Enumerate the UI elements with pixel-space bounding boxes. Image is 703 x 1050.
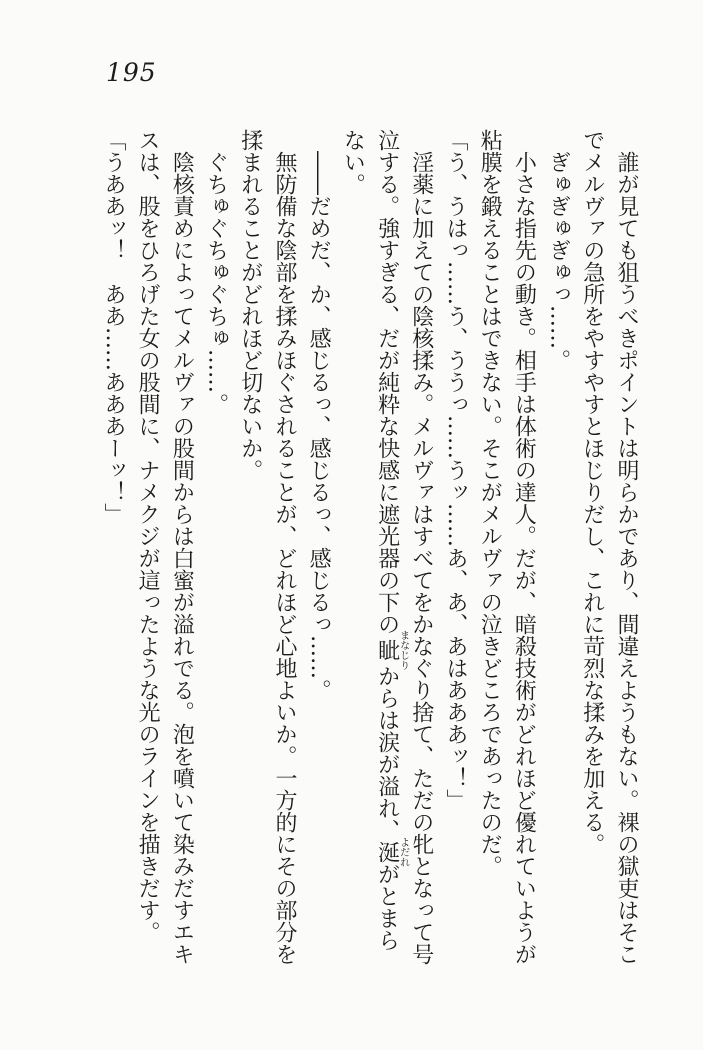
paragraph: ぎゅぎゅぎゅっ……。 (545, 151, 571, 371)
page-number: 195 (106, 58, 157, 87)
paragraph: 無防備な陰部を揉みほぐされることが、どれほど心地よいか。一方的にその部分を揉まれることがどれほど切ないか。 (237, 129, 297, 965)
page-text (96, 129, 643, 965)
paragraph: 陰核責めによってメルヴァの股間からは白蜜が溢れでる。泡を噴いて染みだすエキスは、股をひろげた女の股間に、ナメクジが這ったような光のラインを描きだす。 (135, 129, 195, 965)
ruby-annotated-word: 眦まなじり (374, 630, 409, 670)
paragraph: ぐちゅぐちゅぐちゅ……。 (203, 151, 229, 415)
paragraph: 誰が見ても狙うべきポイントは明らかであり、間違えようもない。裸の獄吏はそこでメルヴァの急所をやすやすとほじりだし、これに苛烈な揉みを加える。 (579, 129, 639, 965)
ruby-annotated-word: 涎よだれ (374, 837, 409, 867)
paragraph: 小さな指先の動き。相手は体術の達人。だが、暗殺技術がどれほど優れていようが粘膜を鍛えることはできない。そこがメルヴァの泣きどころであったのだ。 (477, 129, 537, 965)
paragraph: 「う、うはっ……う、ううっ……うッ……あ、あ、あはあああッ！」 (442, 129, 468, 811)
paragraph: ――だめだ、か、感じるっ、感じるっ、感じるっ……。 (306, 151, 332, 701)
paragraph: 「うああッ！ ああ……あああーッ！」 (100, 129, 126, 525)
paragraph: 淫薬に加えての陰核揉み。メルヴァはすべてをかなぐり捨て、ただの牝となって号泣する。強すぎる、だが純粋な快感に遮光器の下の眦まなじりからは涙が溢れ、涎よだれがとまらない。 (340, 129, 434, 965)
